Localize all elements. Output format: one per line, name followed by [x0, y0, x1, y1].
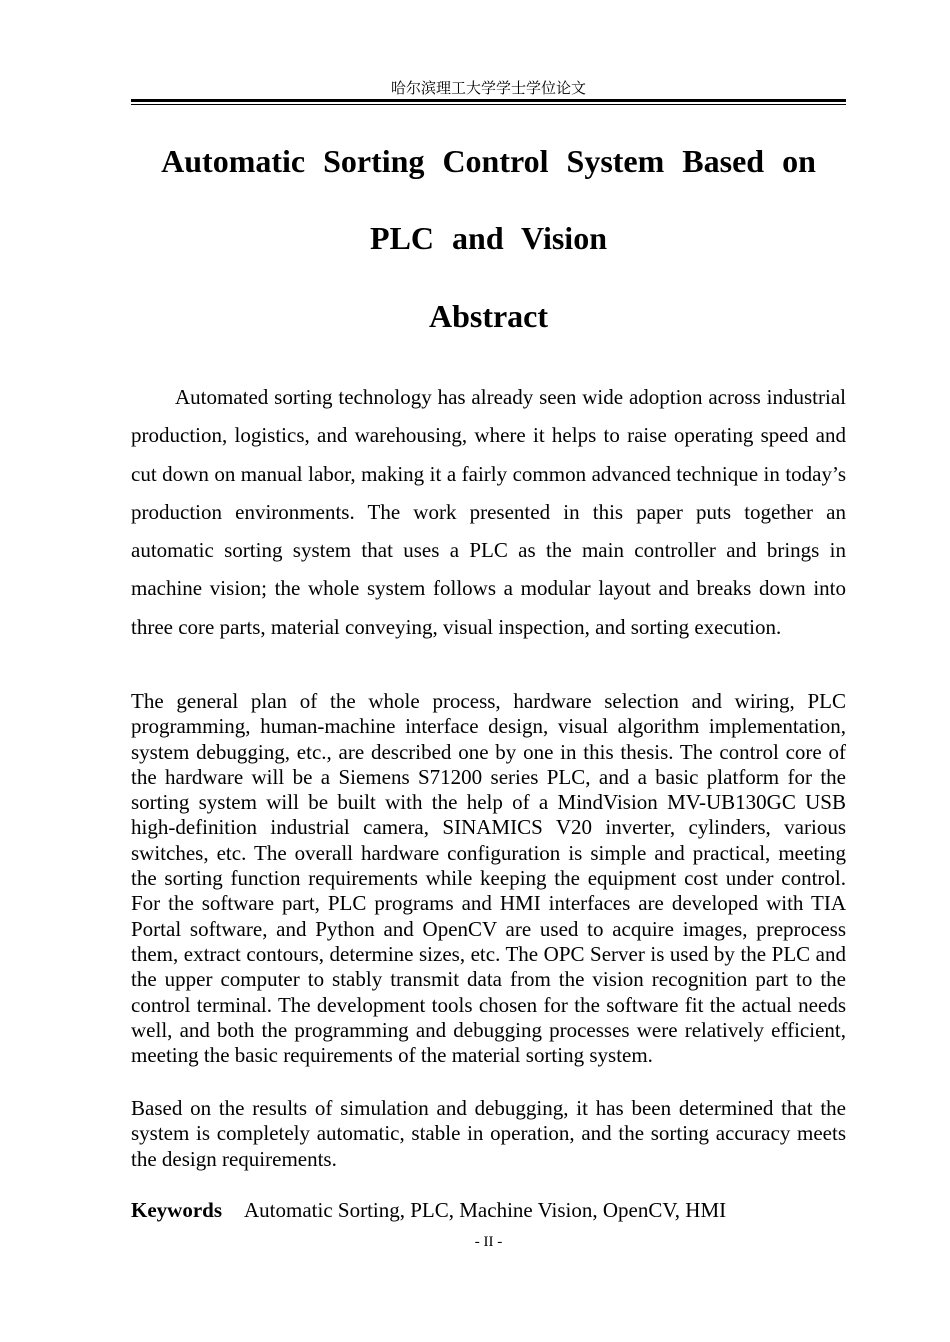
page-number: - II -: [474, 1234, 503, 1250]
keywords-label: Keywords: [131, 1198, 222, 1222]
running-header: 哈尔滨理工大学学士学位论文: [390, 79, 586, 97]
thesis-title-line-1: Automatic Sorting Control System Based on: [161, 143, 816, 179]
abstract-heading: Abstract: [428, 298, 549, 334]
document-page: [131, 0, 846, 1342]
thesis-title: [131, 123, 846, 277]
abstract-paragraph-1: Automated sorting technology has already seen wide adoption across industrial production, logistics, and warehousing, where it helps to raise operating speed and cut down on manual labor, making it a fairly common advanced technique in today’s production environments. The work presented in this paper puts together an automatic sorting system that uses a PLC as the main controller and brings in machine vision; the whole system follows a modular layout and breaks down into three core parts, material conveying, visual inspection, and sorting execution.: [131, 385, 846, 639]
header-rule-thick: [131, 99, 846, 102]
keywords-line: [131, 1196, 846, 1224]
abstract-paragraph-3: Based on the results of simulation and debugging, it has been determined that the system is completely automatic, stable in operation, and the sorting accuracy meets the design requirements.: [131, 1096, 846, 1171]
thesis-title-line-2: PLC and Vision: [370, 220, 607, 256]
header-rule-thin: [131, 104, 846, 105]
abstract-paragraph-2: The general plan of the whole process, hardware selection and wiring, PLC programming, human-machine interface design, visual algorithm implementation, system debugging, etc., are described one by one in this thesis. The control core of the hardware will be a Siemens S71200 series PLC, and a basic platform for the sorting system will be built with the help of a MindVision MV-UB130GC USB high-definition industrial camera, SINAMICS V20 inverter, cylinders, various switches, etc. The overall hardware configuration is simple and practical, meeting the sorting function requirements while keeping the equipment cost under control. For the software part, PLC programs and HMI interfaces are developed with TIA Portal software, and Python and OpenCV are used to acquire images, preprocess them, extract contours, determine sizes, etc. The OPC Server is used by the PLC and the upper computer to stably transmit data from the vision recognition part to the control terminal. The development tools chosen for the software fit the actual needs well, and both the programming and debugging processes were relatively efficient, meeting the basic requirements of the material sorting system.: [131, 689, 846, 1068]
keywords-value: Automatic Sorting, PLC, Machine Vision, OpenCV, HMI: [244, 1198, 727, 1222]
